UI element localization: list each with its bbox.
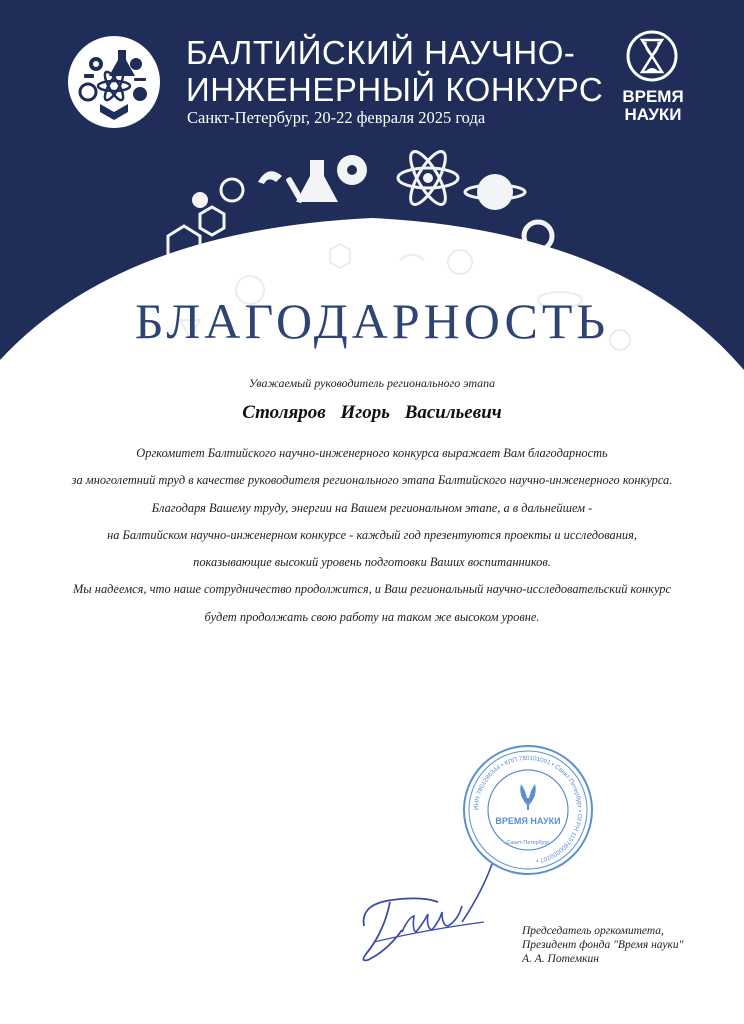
body-line: Оргкомитет Балтийского научно-инженерного конкурса выражает Вам благодарность	[136, 446, 608, 460]
body-line: Благодаря Вашему труду, энергии на Вашем региональном этапе, а в дальнейшем -	[151, 500, 593, 515]
brand-name-line-1: ВРЕМЯ	[622, 87, 684, 106]
brand-name	[618, 88, 688, 124]
signer-block	[522, 924, 732, 966]
body-line: Мы надеемся, что наше сотрудничество продолжится, и Ваш региональный научно-исследовательский конкурс	[72, 582, 672, 597]
body-line: показывающие высокий уровень подготовки Ваших воспитанников.	[193, 555, 551, 570]
brand-name-line-2: НАУКИ	[624, 105, 682, 124]
document-title: БЛАГОДАРНОСТЬ	[134, 293, 610, 349]
science-logo-icon	[66, 34, 162, 130]
stamp-ring-text: ИНН 7801286344 • КПП 780101001 • Санкт-Петербург • ОГРН 1157800000207 •	[472, 754, 584, 865]
signer-position: Председатель оргкомитета,	[522, 925, 664, 937]
addressee-line: Уважаемый руководитель регионального этапа	[248, 376, 496, 390]
contest-dates: Санкт-Петербург, 20-22 февраля 2025 года	[187, 108, 486, 127]
contest-title-line-2: ИНЖЕНЕРНЫЙ КОНКУРС	[186, 71, 604, 108]
stamp-center-text: ВРЕМЯ НАУКИ	[495, 816, 561, 826]
recipient-name: Столяров Игорь Васильевич	[242, 402, 502, 423]
contest-title	[186, 34, 606, 108]
signer-name: А. А. Потемкин	[522, 953, 599, 965]
letter-body	[0, 440, 744, 631]
handwritten-signature	[350, 858, 520, 968]
signer-title: Президент фонда "Время науки"	[522, 939, 684, 951]
body-line: на Балтийском научно-инженерном конкурсе - каждый год презентуются проекты и исследования,	[107, 527, 637, 542]
stamp-city: Санкт-Петербург	[506, 840, 550, 846]
body-line: будет продолжать свою работу на таком же высоком уровне.	[204, 609, 540, 624]
stamp-sprout-icon	[520, 784, 535, 810]
body-line: за многолетний труд в качестве руководителя регионального этапа Балтийского научно-инженерного конкурса.	[71, 473, 673, 488]
contest-title-line-1: БАЛТИЙСКИЙ НАУЧНО-	[186, 34, 576, 71]
